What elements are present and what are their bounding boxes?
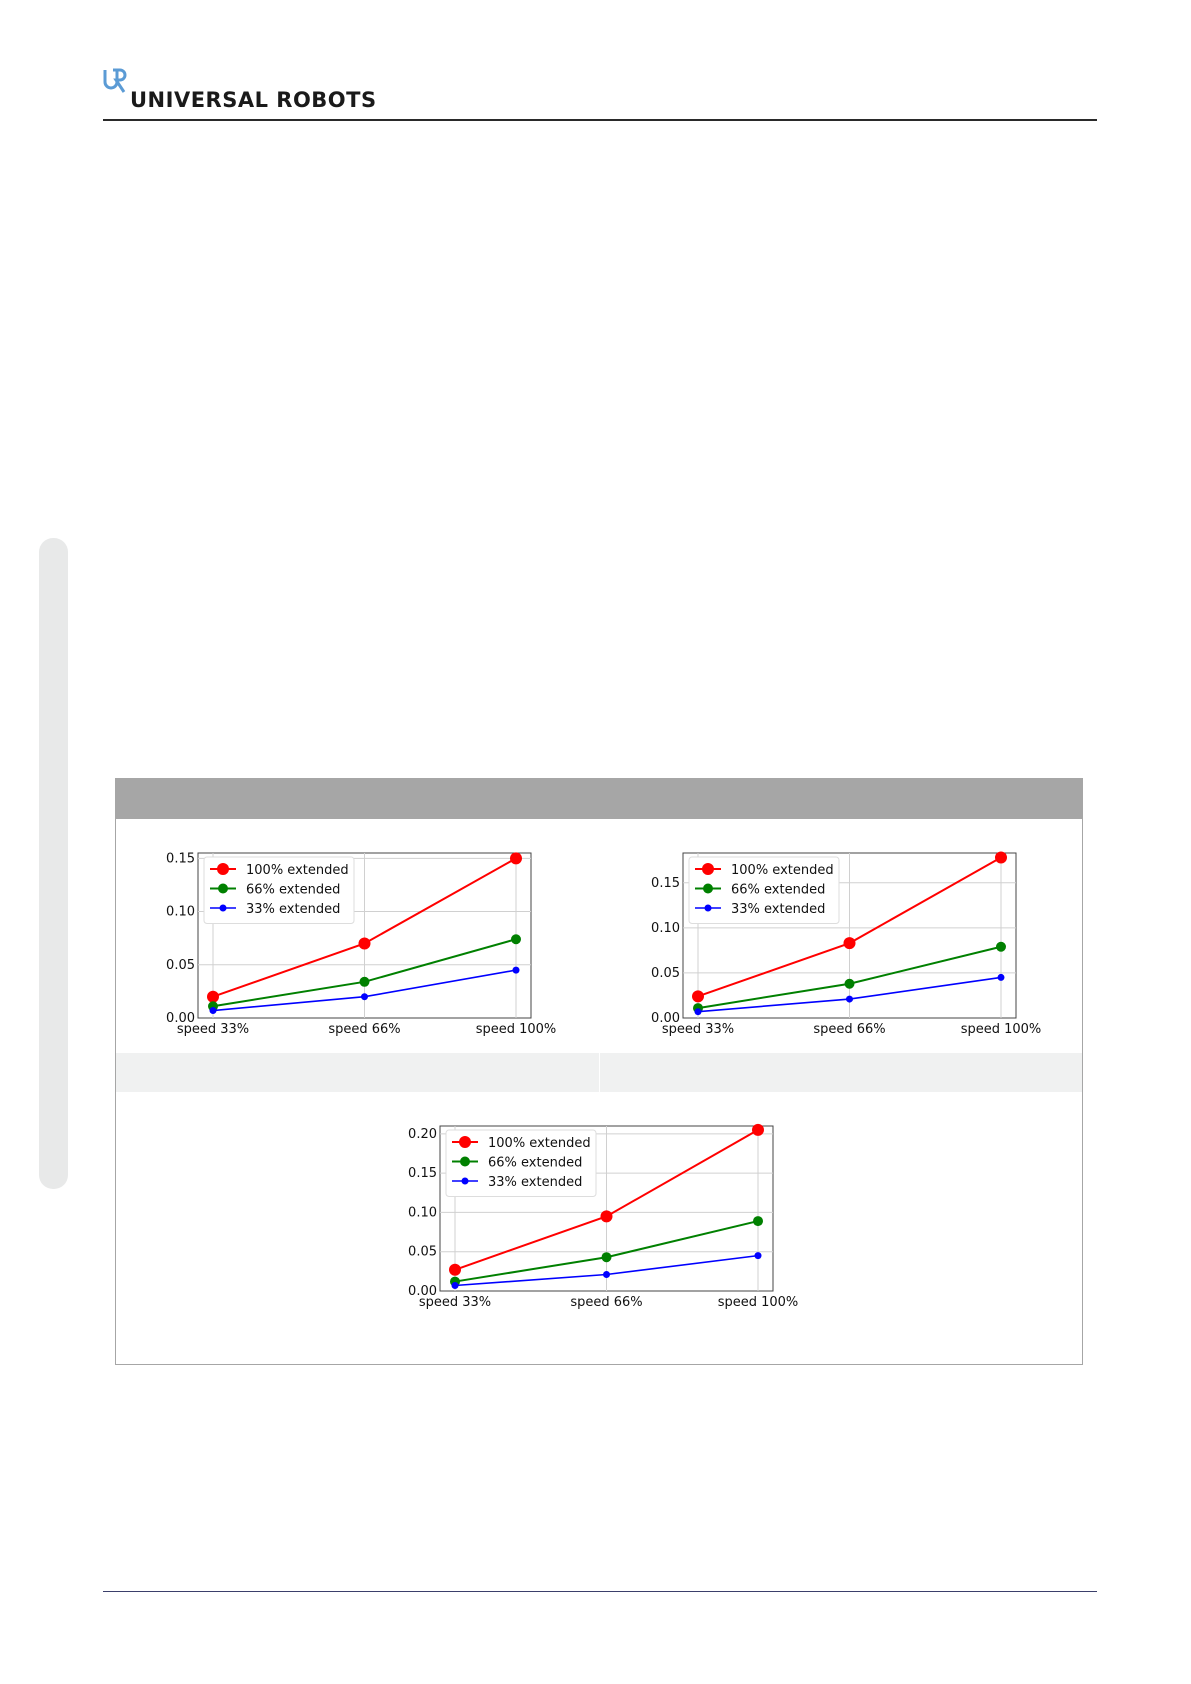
legend-marker bbox=[459, 1136, 471, 1148]
legend-label: 33% extended bbox=[246, 902, 341, 917]
chart-svg bbox=[392, 1118, 812, 1313]
caption-divider bbox=[599, 1053, 600, 1092]
x-tick-label: speed 66% bbox=[328, 1022, 401, 1037]
data-point bbox=[601, 1210, 613, 1222]
data-point bbox=[995, 852, 1007, 864]
data-point bbox=[753, 1216, 763, 1226]
side-tab bbox=[39, 538, 68, 1189]
x-tick-label: speed 33% bbox=[176, 1022, 250, 1037]
x-tick-label: speed 100% bbox=[717, 1295, 799, 1310]
data-point bbox=[361, 993, 368, 1000]
data-point bbox=[603, 1271, 610, 1278]
legend-label: 33% extended bbox=[488, 1175, 583, 1190]
y-tick-label: 0.00 bbox=[651, 1011, 680, 1026]
x-tick-label: speed 33% bbox=[661, 1022, 735, 1037]
legend-marker bbox=[702, 863, 714, 875]
y-tick-label: 0.15 bbox=[408, 1166, 437, 1182]
table-header-bar bbox=[116, 779, 1082, 819]
y-tick-label: 0.05 bbox=[408, 1244, 437, 1260]
y-tick-label: 0.05 bbox=[166, 957, 195, 973]
data-point bbox=[752, 1124, 764, 1136]
chart-top-left bbox=[150, 845, 570, 1044]
data-point bbox=[511, 934, 521, 944]
data-point bbox=[846, 996, 853, 1003]
data-point bbox=[602, 1252, 612, 1262]
footer-divider bbox=[103, 1591, 1097, 1592]
data-point bbox=[452, 1282, 459, 1289]
data-point bbox=[513, 967, 520, 974]
legend-label: 100% extended bbox=[246, 863, 349, 878]
brand-name: UNIVERSAL ROBOTS bbox=[130, 88, 377, 112]
legend-marker bbox=[217, 863, 229, 875]
y-tick-label: 0.15 bbox=[651, 875, 680, 891]
y-tick-label: 0.10 bbox=[408, 1205, 437, 1221]
y-tick-label: 0.00 bbox=[166, 1011, 195, 1026]
chart-top-right bbox=[635, 845, 1055, 1044]
data-point bbox=[359, 937, 371, 949]
chart-svg bbox=[150, 845, 570, 1040]
legend-marker bbox=[705, 905, 712, 912]
ur-logo-icon bbox=[103, 68, 127, 94]
data-point bbox=[360, 977, 370, 987]
x-tick-label: speed 66% bbox=[570, 1295, 643, 1310]
data-point bbox=[996, 942, 1006, 952]
chart-svg bbox=[635, 845, 1055, 1040]
y-tick-label: 0.00 bbox=[408, 1284, 437, 1299]
data-point bbox=[695, 1008, 702, 1015]
x-tick-label: speed 100% bbox=[960, 1022, 1042, 1037]
legend-label: 33% extended bbox=[731, 902, 826, 917]
y-tick-label: 0.20 bbox=[408, 1126, 437, 1142]
y-tick-label: 0.15 bbox=[166, 851, 195, 867]
legend-label: 66% extended bbox=[488, 1155, 583, 1171]
data-point bbox=[692, 990, 704, 1002]
chart-bottom-center bbox=[392, 1118, 812, 1317]
legend-marker bbox=[703, 884, 713, 894]
data-point bbox=[845, 979, 855, 989]
header-logo bbox=[103, 68, 377, 114]
y-tick-label: 0.10 bbox=[651, 920, 680, 936]
data-point bbox=[755, 1252, 762, 1259]
x-tick-label: speed 100% bbox=[475, 1022, 557, 1037]
x-tick-label: speed 66% bbox=[813, 1022, 886, 1037]
legend-label: 66% extended bbox=[731, 882, 826, 898]
data-point bbox=[844, 937, 856, 949]
header-divider bbox=[103, 119, 1097, 121]
legend-marker bbox=[220, 905, 227, 912]
data-point bbox=[207, 991, 219, 1003]
data-point bbox=[210, 1007, 217, 1014]
y-tick-label: 0.05 bbox=[651, 965, 680, 981]
y-tick-label: 0.10 bbox=[166, 904, 195, 920]
legend-marker bbox=[462, 1178, 469, 1185]
legend-marker bbox=[460, 1157, 470, 1167]
legend-label: 100% extended bbox=[488, 1136, 591, 1151]
data-point bbox=[998, 974, 1005, 981]
data-point bbox=[449, 1264, 461, 1276]
legend-label: 100% extended bbox=[731, 863, 834, 878]
legend-label: 66% extended bbox=[246, 882, 341, 898]
x-tick-label: speed 33% bbox=[418, 1295, 492, 1310]
legend-marker bbox=[218, 884, 228, 894]
data-point bbox=[510, 852, 522, 864]
